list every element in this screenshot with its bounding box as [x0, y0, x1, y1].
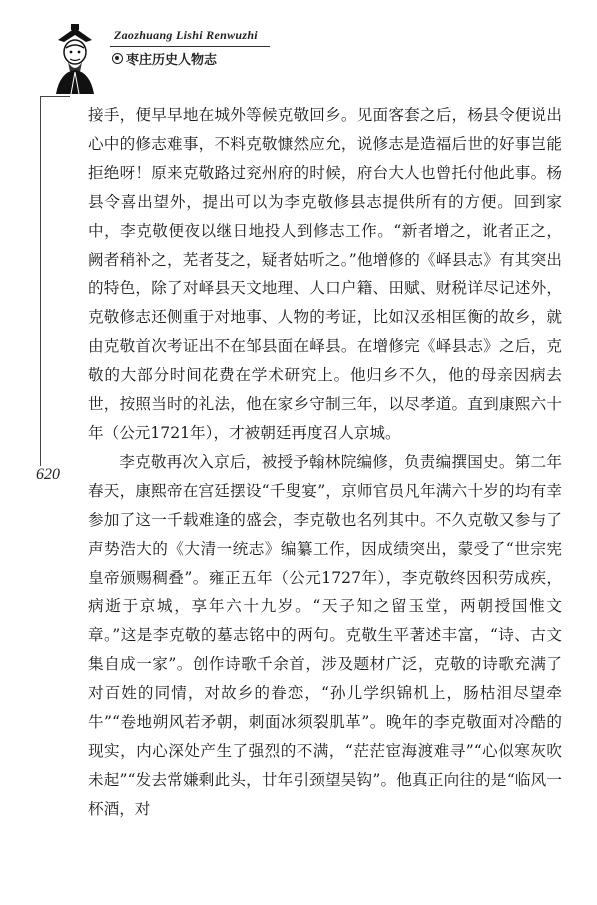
scholar-portrait-icon — [52, 22, 98, 94]
margin-rule-top — [40, 96, 70, 97]
running-header — [40, 18, 580, 96]
page-number: 620 — [36, 466, 60, 483]
header-latin-title: Zaozhuang Lishi Renwuzhi — [114, 28, 258, 42]
margin-rule — [40, 96, 41, 466]
header-cn-title-row — [112, 49, 217, 68]
paragraph: 接手，便早早地在城外等候克敬回乡。见面客套之后，杨县令便说出心中的修志难事，不料克敬慷然应允，说修志是造福后世的好事岂能拒绝呀！原来克敬路过兖州府的时候，府台大人也曾托付他此事。杨县令喜出望外，提出可以为李克敬修县志提供所有的方便。回到家中，李克敬便夜以继日地投人到修志工作。“新者增之，讹者正之，阙者稍补之，芜者芟之，疑者姑听之。”他增修的《峄县志》有其突出的特色，除了对峄县天文地理、人口户籍、田赋、财税详尽记述外，克敬修志还侧重于对地事、人物的考证，比如汉丞相匡衡的故乡，就由克敬首次考证出不在邹县面在峄县。在增修完《峄县志》之后，克敬的大部分时间花费在学术研究上。他归乡不久，他的母亲因病去世，按照当时的礼法，他在家乡守制三年，以尽孝道。直到康熙六十年（公元1721年），才被朝廷再度召人京城。 — [88, 106, 562, 442]
header-cn-title: 枣庄历史人物志 — [126, 53, 218, 68]
paragraph: 李克敬再次入京后，被授予翰林院编修，负责编撰国史。第二年春天，康熙帝在宫廷摆设“千叟宴”，京师官员凡年满六十岁的均有幸参加了这一千载难逢的盛会，李克敬也名列其中。不久克敬又参与了声势浩大的《大清一统志》编纂工作，因成绩突出，蒙受了“世宗宪皇帝颁赐稠叠”。雍正五年（公元1727年），李克敬终因积劳成疾，病逝于京城，享年六十九岁。“天子知之留玉堂，两朝授国惟文章。”这是李克敬的墓志铭中的两句。克敬生平著述丰富，“诗、古文集自成一家”。创作诗歌千余首，涉及题材广泛，克敬的诗歌充满了对百姓的同情，对故乡的眷恋，“孙儿学织锦机上，肠枯泪尽望牵牛”“卷地朔风若矛朝，刺面冰须裂肌革”。晚年的李克敬面对冷酷的现实，内心深处产生了强烈的不满，“茫茫宦海渡难寻”“心似寒灰吹未起”“发去常嫌剩此头，廿年引颈望吴钩”。他真正向往的是“临风一杯酒，对 — [88, 452, 562, 818]
bullet-circle-icon — [112, 53, 123, 64]
body-text — [88, 101, 562, 824]
header-rule — [110, 46, 270, 47]
